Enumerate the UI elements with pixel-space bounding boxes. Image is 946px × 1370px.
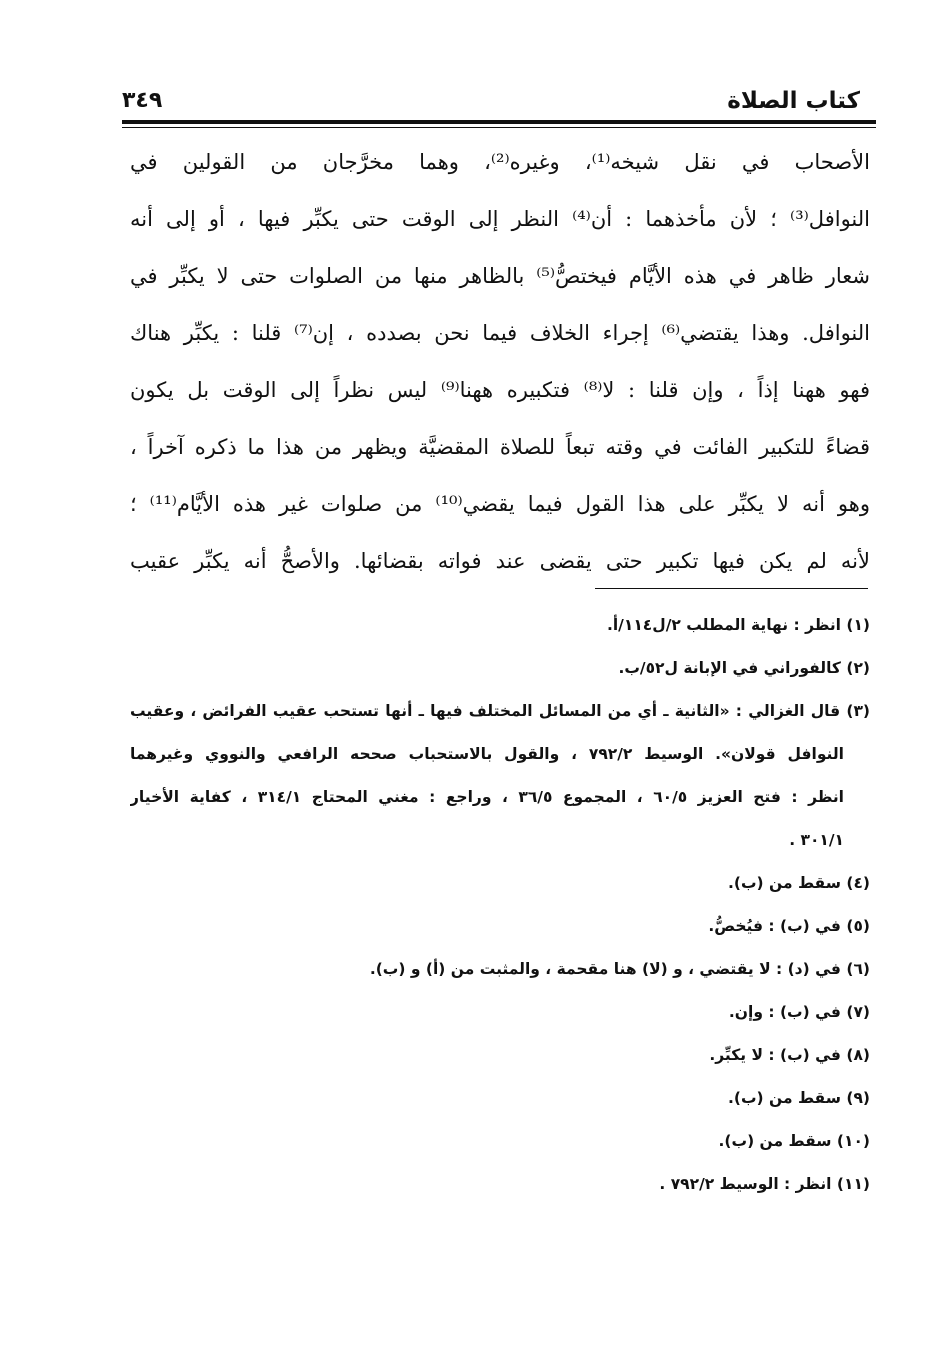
footnote-7: (٧) في (ب) : وإن. xyxy=(728,1003,870,1021)
text-line: شعار ظاهر في هذه الأيَّام فيختصُّ⁽⁵⁾ بالظاهر منها من الصلوات حتى لا يكبِّر في xyxy=(130,264,870,288)
text-line: لأنه لم يكن فيها تكبير حتى يقضى عند فواته بقضائها. والأصحُّ أنه يكبِّر عقيب xyxy=(130,549,870,573)
footnote-9: (٩) سقط من (ب). xyxy=(727,1089,870,1107)
footnote-3: (٣) قال الغزالي : «الثانية ـ أي من المسائل المختلف فيها ـ أنها تستحب عقيب الفرائض ، وعقيب xyxy=(130,702,870,720)
footnote-2: (٢) كالفوراني في الإبانة ل٥٢/ب. xyxy=(618,659,870,677)
footnote-5: (٥) في (ب) : فيُخصُّ. xyxy=(708,917,870,935)
text-line: فهو ههنا إذاً ، وإن قلنا : لا⁽⁸⁾ فتكبيره ههنا⁽⁹⁾ ليس نظراً إلى الوقت بل يكون xyxy=(130,378,870,402)
text-line: النوافل⁽³⁾ ؛ لأن مأخذهما : أن⁽⁴⁾ النظر إلى الوقت حتى يكبِّر فيها ، أو إلى أنه xyxy=(130,207,870,231)
footnote-1: (١) انظر : نهاية المطلب ٢/ل١١٤/أ. xyxy=(606,616,870,634)
text-line: النوافل. وهذا يقتضي⁽⁶⁾ إجراء الخلاف فيما نحن بصدده ، إن⁽⁷⁾ قلنا : يكبِّر هناك xyxy=(130,321,870,345)
page-number: ٣٤٩ xyxy=(122,88,163,113)
header-rule-thin xyxy=(122,127,876,128)
footnote-8: (٨) في (ب) : لا يكبِّر. xyxy=(709,1046,870,1064)
footnote-11: (١١) انظر : الوسيط ٧٩٢/٢ . xyxy=(659,1175,870,1193)
header-rule-thick xyxy=(122,120,876,124)
footnote-10: (١٠) سقط من (ب). xyxy=(718,1132,870,1150)
text-line: الأصحاب في نقل شيخه⁽¹⁾، وغيره⁽²⁾، وهما مخرَّجان من القولين في xyxy=(130,150,870,174)
text-line: وهو أنه لا يكبِّر على هذا القول فيما يقضي⁽¹⁰⁾ من صلوات غير هذه الأيَّام⁽¹¹⁾ ؛ xyxy=(130,492,870,516)
running-header xyxy=(122,86,860,120)
footnote-separator xyxy=(595,588,868,589)
footnote-3-continuation: ٣٠١/١ . xyxy=(789,831,844,849)
footnote-3-continuation: انظر : فتح العزيز ٦٠/٥ ، المجموع ٣٦/٥ ، وراجع : مغني المحتاج ٣١٤/١ ، كفاية الأخيار xyxy=(130,788,844,806)
footnote-4: (٤) سقط من (ب). xyxy=(727,874,870,892)
text-line: قضاءً للتكبير الفائت في وقته تبعاً للصلاة المقضيَّة ويظهر من هذا ما ذكره آخراً ، xyxy=(130,435,870,459)
footnote-3-continuation: النوافل قولان». الوسيط ٧٩٢/٢ ، والقول بالاستحباب صححه الرافعي والنووي وغيرهما xyxy=(130,745,844,763)
chapter-title: كتاب الصلاة xyxy=(727,88,860,114)
footnotes xyxy=(130,604,870,1206)
footnote-6: (٦) في (د) : لا يقتضي ، و (لا) هنا مقحمة ، والمثبت من (أ) و (ب). xyxy=(369,960,870,978)
main-text xyxy=(130,134,870,590)
